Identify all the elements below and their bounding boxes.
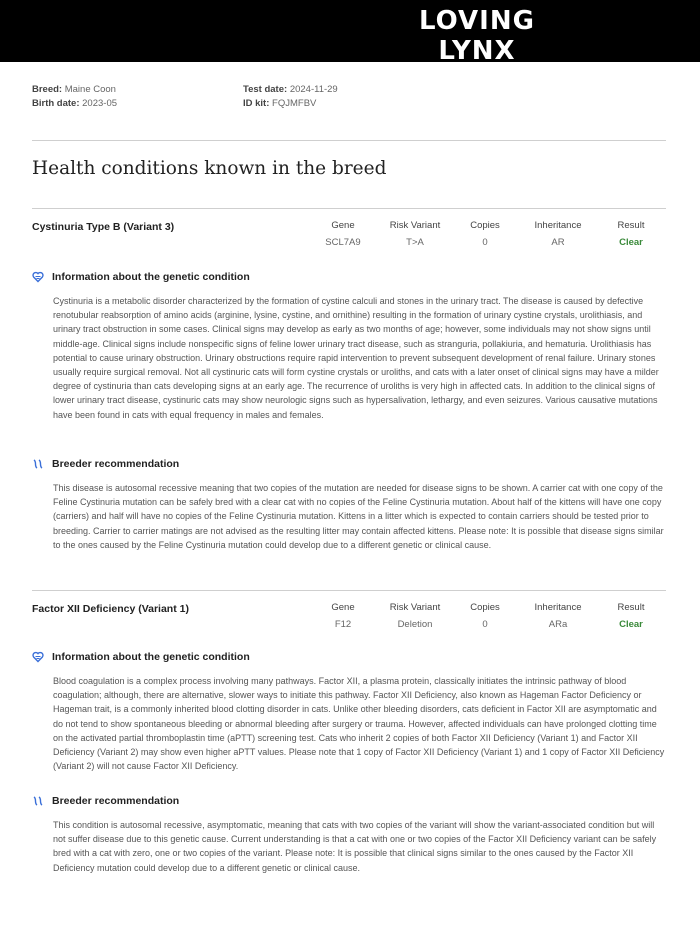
info-heading [32, 271, 250, 283]
breeder-heading [32, 458, 179, 470]
section-title: Health conditions known in the breed [32, 158, 387, 179]
info-heading-label: Information about the genetic condition [52, 651, 250, 663]
inheritance-header: Inheritance [534, 220, 582, 231]
breed-value: Maine Coon [64, 84, 116, 95]
breeder-heading-label: Breeder recommendation [52, 795, 180, 807]
inheritance-value: ARa [548, 619, 568, 630]
divider [32, 208, 666, 209]
birth-date-label: Birth date: [32, 98, 80, 109]
breeder-paragraph: This disease is autosomal recessive meaning that two copies of the mutation are needed for disease signs to be shown. A carrier cat with one copy of the Feline Cystinuria mutation can be safely bred with a clear cat with no copies of the Feline Cystinuria mutation. About half of the kittens will have one copy (carriers) and half will have no copies of the Feline Cystinuria mutation. Kittens in a litter which is expected to contain carriers should be tested prior to breeding. Carrier to carrier matings are not advised as the resulting litter may contain affected kittens. Please note: It is possible that disease signs similar to the ones caused by the Feline Cystinuria mutation could develop due to a different genetic or clinical cause. [53, 483, 664, 550]
result-value: Clear [619, 237, 643, 248]
copies-header: Copies [470, 602, 500, 613]
copies-value: 0 [482, 619, 488, 630]
dna-heart-icon [32, 651, 44, 663]
id-kit-field [243, 98, 316, 109]
inheritance-header: Inheritance [534, 602, 582, 613]
birth-date-value: 2023-05 [82, 98, 118, 109]
test-date-field [243, 84, 338, 95]
gene-value: SCL7A9 [325, 237, 361, 248]
copies-value: 0 [482, 237, 488, 248]
id-kit-label: ID kit: [243, 98, 270, 109]
copies-header: Copies [470, 220, 500, 231]
result-header: Result [617, 220, 645, 231]
test-date-value: 2024-11-29 [289, 84, 338, 95]
info-paragraph: Cystinuria is a metabolic disorder characterized by the formation of cystine calculi and stones in the urinary tract. The disease is caused by defective renotubular reabsorption of amino acids (arginine, lysine, cystine, and ornithine) resulting in the formation of urinary cystine crystals, urolithiasis, and urinary tract obstruction in some cases. Clinical signs may develop as early as two months of age; however, some individuals may not show signs until middle-age. Clinical signs include nonspecific signs of feline lower urinary tract disease, such as stranguria, pollakiuria, and hematuria. Urolithiasis has potential to cause urinary obstruction. Urinary obstructions require rapid intervention to prevent subsequent development of renal failure. Urinary stones usually require surgical removal. Not all cystinuric cats will form cystine crystals or uroliths, and cats with a later onset of clinical signs may have a milder degree of cystinuria than cats developing signs at an early age. The recurrence of uroliths is very high in affected cats. In addition to the clinical signs of lower urinary tract disease, cystinuric cats may show neurologic signs such as hypersalivation, lethargy, and even seizures. Various causative mutations have been found in cats with equal frequency in males and females. [53, 296, 659, 420]
gene-header: Gene [331, 602, 355, 613]
brand-title: LOVING LYNX [419, 6, 535, 66]
breeder-heading [32, 795, 179, 807]
test-date-label: Test date: [243, 84, 288, 95]
breeder-paragraph: This condition is autosomal recessive, asymptomatic, meaning that cats with two copies of the variant will show the variant-associated condition but will not suffer disease due to this genetic cause. Current understanding is that a cat with one or two copies of the Factor XII Deficiency variant can be safely bred with a cat with zero, one or two copies of the variant. Please note: It is possible that clinical signs similar to the ones caused by the Factor XII Deficiency mutation could develop due to a different genetic or clinical cause. [53, 820, 657, 873]
birth-date-field [32, 98, 117, 109]
divider [32, 140, 666, 141]
gene-header: Gene [331, 220, 355, 231]
dna-heart-icon [32, 271, 44, 283]
brand-subtitle: Maine Coons [409, 63, 545, 83]
result-value: Clear [619, 619, 643, 630]
breeding-icon [32, 795, 44, 807]
result-header: Result [617, 602, 645, 613]
info-paragraph: Blood coagulation is a complex process involving many pathways. Factor XII, a plasma protein, classically initiates the intrinsic pathway of blood coagulation; although, there are alternative, slower ways to initiate this pathway. Factor XII Deficiency, also known as Hageman Factor Deficiency or Hageman trait, is a commonly inherited blood clotting disorder in cats. Unlike other bleeding disorders, cats deficient in Factor XII are asymptomatic and do not tend to show spontaneous bleeding or abnormal bleeding after surgery or trauma. However, affected individuals can have prolonged clotting time on the activated partial thromboplastin time (aPTT) screening test. Cats who inherit 2 copies of both Factor XII Deficiency (Variant 1) and Factor XII Deficiency (Variant 2) may show even higher aPTT values. Please note that 1 copy of Factor XII Deficiency (Variant 1) and 1 copy of Factor XII Deficiency (Variant 2) will not cause Factor XII Deficiency. [53, 676, 665, 772]
risk-variant-value: Deletion [397, 619, 433, 630]
info-heading-label: Information about the genetic condition [52, 271, 250, 283]
brand-logo [381, 6, 573, 82]
condition-name: Factor XII Deficiency (Variant 1) [32, 603, 189, 615]
risk-variant-header: Risk Variant [389, 220, 441, 231]
header-bar [0, 0, 700, 83]
info-heading [32, 651, 250, 663]
breed-field [32, 84, 116, 95]
id-kit-value: FQJMFBV [272, 98, 317, 109]
breed-label: Breed: [32, 84, 63, 95]
gene-value: F12 [334, 619, 352, 630]
risk-variant-value: T>A [406, 237, 424, 248]
breeder-heading-label: Breeder recommendation [52, 458, 180, 470]
risk-variant-header: Risk Variant [389, 602, 441, 613]
divider [32, 590, 666, 591]
breeding-icon [32, 458, 44, 470]
inheritance-value: AR [551, 237, 565, 248]
condition-name: Cystinuria Type B (Variant 3) [32, 221, 175, 233]
